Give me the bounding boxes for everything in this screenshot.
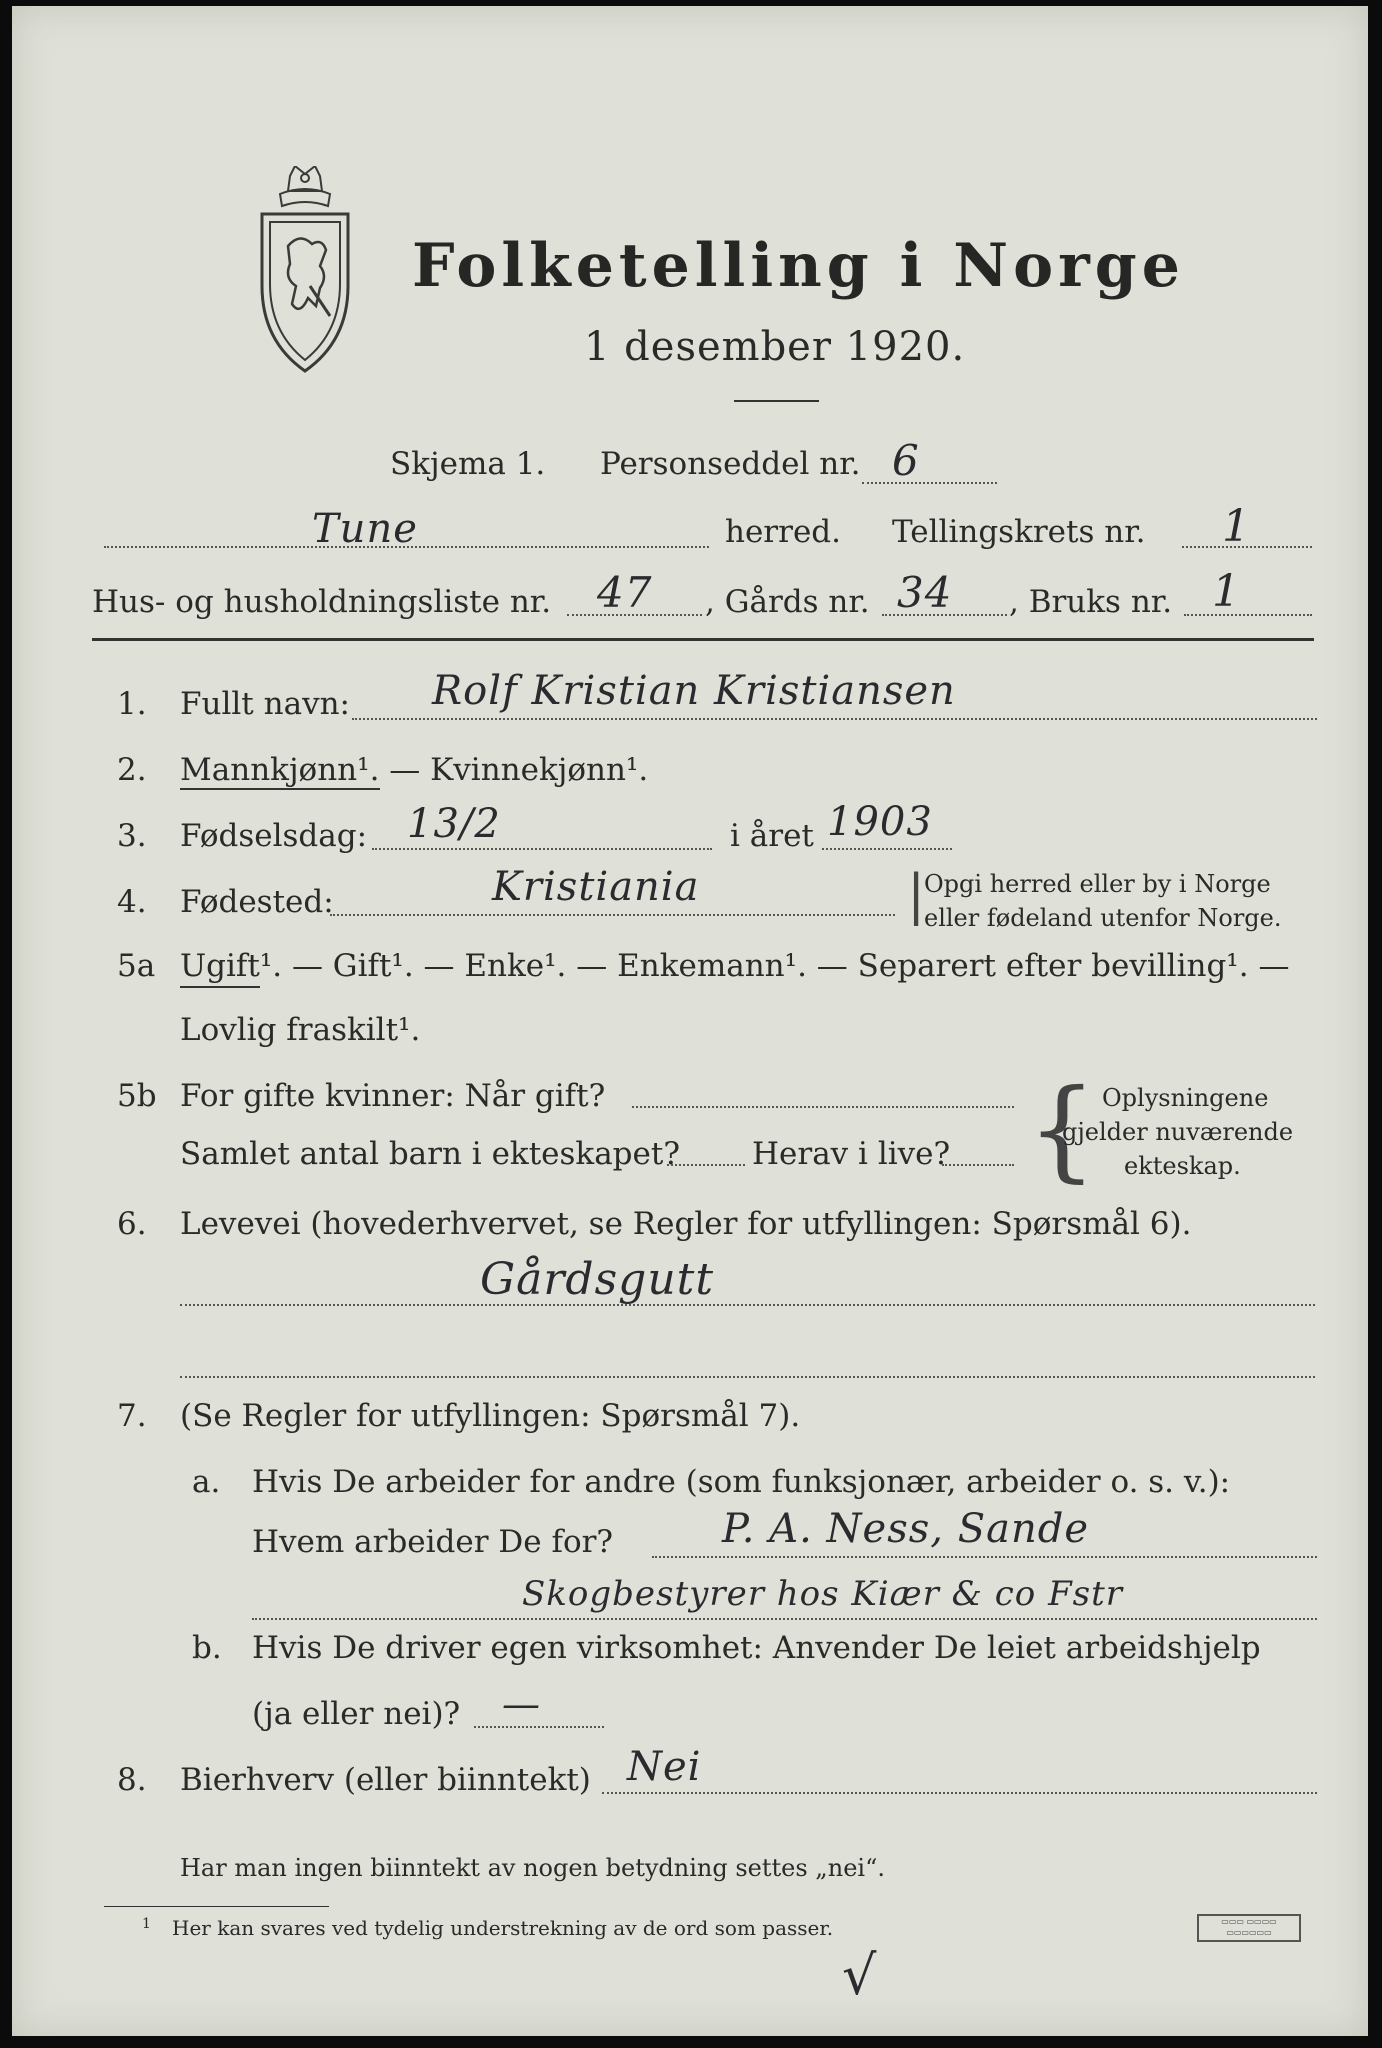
q2-underline	[180, 788, 380, 790]
q1-label: Fullt navn:	[180, 686, 350, 722]
footnote-number: 1	[142, 1916, 151, 1932]
q6-value: Gårdsgutt	[480, 1254, 715, 1305]
q1-value: Rolf Kristian Kristiansen	[432, 668, 956, 714]
coat-of-arms-icon	[250, 166, 360, 376]
footnote-text: Her kan svares ved tydelig understrekning av de ord som passer.	[172, 1916, 834, 1940]
q8-value: Nei	[627, 1744, 702, 1790]
tellingskrets-value: 1	[1222, 501, 1251, 552]
q5b-alive-label: Herav i live?	[752, 1136, 951, 1172]
checkmark: √	[842, 1944, 878, 2007]
q4-label: Fødested:	[180, 884, 334, 920]
census-date: 1 desember 1920.	[584, 324, 966, 370]
q3-label: Fødselsdag:	[180, 818, 368, 854]
q5b-children-label: Samlet antal barn i ekteskapet?	[180, 1136, 680, 1172]
gards-label: , Gårds nr.	[705, 584, 870, 620]
q4-note-bracket: |	[907, 863, 926, 926]
q7a-employer-value-line2: Skogbestyrer hos Kiær & co Fstr	[522, 1574, 1124, 1614]
q3-year-label: i året	[730, 818, 814, 854]
q5b-note-brace: {	[1027, 1065, 1097, 1193]
q3-dots	[372, 848, 712, 850]
q7b-label-line2: (ja eller nei)?	[252, 1696, 461, 1732]
gards-value: 34	[897, 568, 953, 617]
q4-note-line2: eller fødeland utenfor Norge.	[924, 904, 1282, 932]
q7-number: 7.	[117, 1398, 147, 1434]
census-form	[12, 6, 1368, 2036]
q2-number: 2.	[117, 752, 147, 788]
q5b-alive-dots	[942, 1164, 1014, 1166]
q4-number: 4.	[117, 884, 147, 920]
q7b-dots	[474, 1726, 604, 1728]
q5b-note-line1: Oplysningene	[1102, 1084, 1269, 1112]
header-rule	[92, 638, 1314, 641]
bruks-dots	[1184, 614, 1312, 616]
bruks-label: , Bruks nr.	[1009, 584, 1173, 620]
q5b-note-line3: ekteskap.	[1124, 1152, 1241, 1180]
q6-dots	[180, 1304, 1315, 1306]
printer-stamp: ▭▭▭ ▭▭▭▭ ▭▭▭▭▭▭	[1197, 1914, 1301, 1942]
hus-label: Hus- og husholdningsliste nr.	[92, 584, 552, 620]
q3-year-dots	[822, 848, 952, 850]
q3-value: 13/2	[407, 801, 501, 847]
q1-dots	[352, 718, 1317, 720]
personseddel-label: Personseddel nr.	[600, 446, 861, 482]
q8-label: Bierhverv (eller biinntekt)	[180, 1762, 591, 1798]
q5b-children-dots	[667, 1164, 745, 1166]
q7b-number: b.	[192, 1630, 222, 1666]
page-title: Folketelling i Norge	[412, 231, 1185, 301]
title-divider	[734, 400, 819, 402]
q7b-label: Hvis De driver egen virksomhet: Anvender De leiet arbeidshjelp	[252, 1630, 1261, 1666]
q7a-employer-dots	[652, 1556, 1317, 1558]
q2-label: Mannkjønn¹. — Kvinnekjønn¹.	[180, 752, 649, 788]
q7a-employer-label: Hvem arbeider De for?	[252, 1524, 614, 1560]
herred-value: Tune	[312, 506, 418, 552]
q8-dots	[602, 1792, 1317, 1794]
skjema-label: Skjema 1.	[390, 446, 546, 482]
q1-number: 1.	[117, 686, 147, 722]
bruks-value: 1	[1212, 566, 1241, 617]
q5a-label: Ugift¹. — Gift¹. — Enke¹. — Enkemann¹. — Separert efter bevilling¹. —	[180, 948, 1290, 984]
q6-label: Levevei (hovederhvervet, se Regler for utfyllingen: Spørsmål 6).	[180, 1206, 1192, 1242]
q6-number: 6.	[117, 1206, 147, 1242]
q3-number: 3.	[117, 818, 147, 854]
tellingskrets-label: Tellingskrets nr.	[892, 514, 1146, 550]
q7b-value: —	[502, 1682, 541, 1726]
q5a-label-line2: Lovlig fraskilt¹.	[180, 1012, 421, 1048]
q5a-number: 5a	[117, 948, 156, 984]
q5b-note-line2: gjelder nuværende	[1062, 1118, 1294, 1146]
q5a-underline	[180, 986, 260, 988]
q7-label: (Se Regler for utfyllingen: Spørsmål 7).	[180, 1398, 801, 1434]
q7a-employer-dots-line2	[252, 1618, 1317, 1620]
q5b-label: For gifte kvinner: Når gift?	[180, 1078, 606, 1114]
q4-dots	[330, 914, 895, 916]
q5b-number: 5b	[117, 1078, 157, 1114]
herred-label: herred.	[725, 514, 841, 550]
hus-value: 47	[597, 568, 653, 617]
q6-extra-dots	[180, 1376, 1315, 1378]
footnote-rule	[104, 1906, 329, 1907]
q8-number: 8.	[117, 1762, 147, 1798]
footer-note: Har man ingen biinntekt av nogen betydning settes „nei“.	[180, 1854, 885, 1882]
q7a-label: Hvis De arbeider for andre (som funksjonær, arbeider o. s. v.):	[252, 1464, 1231, 1500]
q5b-married-dots	[632, 1106, 1014, 1108]
q3-year-value: 1903	[827, 799, 933, 845]
q4-value: Kristiania	[492, 864, 700, 910]
personseddel-dots	[862, 482, 997, 484]
q4-note-line1: Opgi herred eller by i Norge	[924, 870, 1271, 898]
personseddel-value: 6	[892, 436, 920, 485]
q7a-number: a.	[192, 1464, 221, 1500]
q7a-employer-value: P. A. Ness, Sande	[722, 1506, 1089, 1552]
